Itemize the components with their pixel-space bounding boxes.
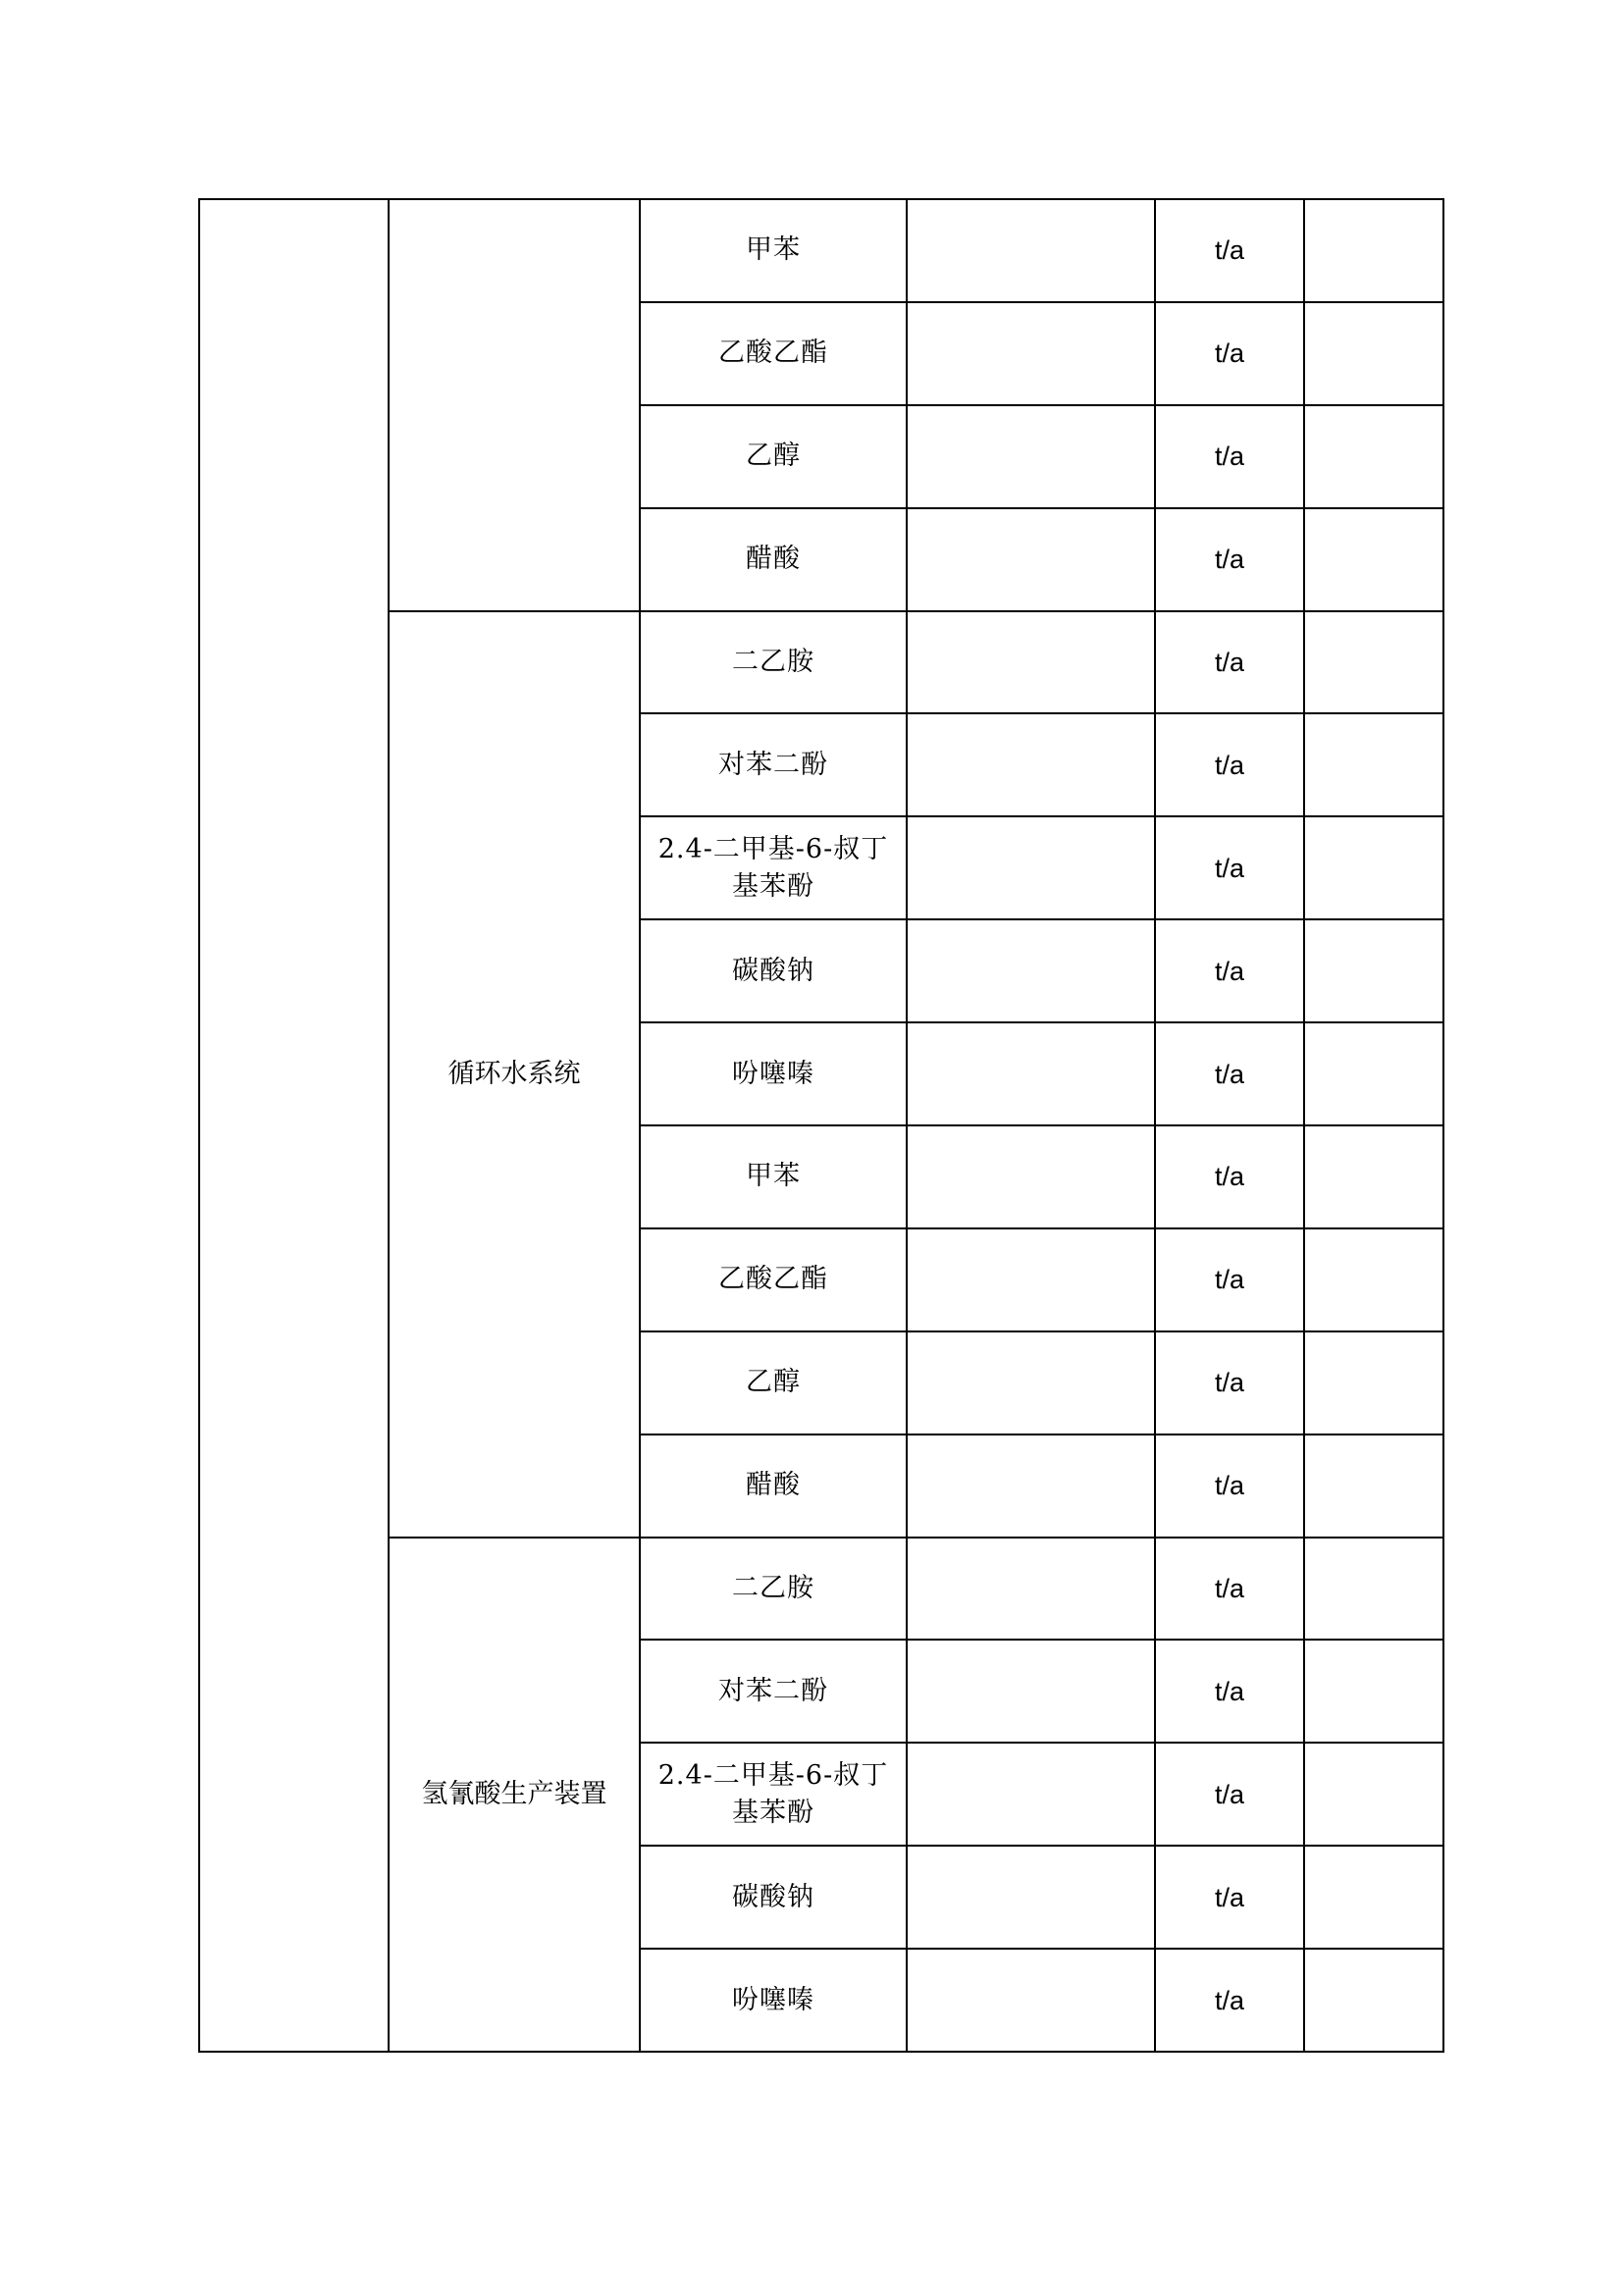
substance-name: 基苯酚 (732, 1797, 814, 1828)
remark-cell (1304, 1022, 1443, 1125)
value-cell (907, 1022, 1155, 1125)
substance-cell (640, 816, 907, 919)
substance-name: 乙酸乙酯 (718, 1264, 828, 1295)
unit-cell: t/a (1155, 1125, 1304, 1228)
substance-name: 乙醇 (746, 441, 801, 472)
data-table (198, 198, 1444, 2053)
substance-cell (640, 919, 907, 1022)
remark-cell (1304, 816, 1443, 919)
substance-cell (640, 199, 907, 302)
remark-cell (1304, 713, 1443, 816)
substance-name: 2.4-二甲基-6-叔丁 (657, 833, 889, 864)
substance-cell (640, 1022, 907, 1125)
remark-cell (1304, 1228, 1443, 1331)
value-cell (907, 1846, 1155, 1949)
table-row (199, 199, 1443, 302)
value-cell (907, 1949, 1155, 2052)
value-cell (907, 1228, 1155, 1331)
value-cell (907, 199, 1155, 302)
value-cell (907, 405, 1155, 508)
value-cell (907, 1434, 1155, 1538)
unit-cell: t/a (1155, 1022, 1304, 1125)
substance-cell (640, 405, 907, 508)
remark-cell (1304, 1743, 1443, 1846)
unit-group-cell: 循环水系统 (389, 611, 640, 1538)
value-cell (907, 816, 1155, 919)
unit-cell: t/a (1155, 405, 1304, 508)
substance-name: 吩噻嗪 (732, 1984, 814, 2015)
value-cell (907, 611, 1155, 714)
substance-name: 甲苯 (746, 1161, 801, 1192)
unit-cell: t/a (1155, 1331, 1304, 1434)
value-cell (907, 919, 1155, 1022)
substance-cell (640, 1846, 907, 1949)
unit-cell: t/a (1155, 1228, 1304, 1331)
substance-cell (640, 1743, 907, 1846)
value-cell (907, 1743, 1155, 1846)
substance-name: 甲苯 (746, 235, 801, 266)
category-cell (199, 199, 389, 2052)
unit-group-cell: 氢氰酸生产装置 (389, 1538, 640, 2052)
unit-cell: t/a (1155, 302, 1304, 405)
remark-cell (1304, 1538, 1443, 1641)
substance-name: 乙醇 (746, 1367, 801, 1398)
substance-name: 乙酸乙酯 (718, 338, 828, 369)
substance-cell (640, 1125, 907, 1228)
substance-cell (640, 508, 907, 611)
substance-name: 对苯二酚 (718, 749, 828, 780)
value-cell (907, 713, 1155, 816)
substance-name: 吩噻嗪 (732, 1058, 814, 1089)
unit-cell: t/a (1155, 1743, 1304, 1846)
remark-cell (1304, 1434, 1443, 1538)
substance-name: 二乙胺 (732, 1573, 814, 1604)
unit-cell: t/a (1155, 1949, 1304, 2052)
substance-cell (640, 611, 907, 714)
substance-name: 对苯二酚 (718, 1675, 828, 1706)
unit-cell: t/a (1155, 1640, 1304, 1743)
substance-name: 基苯酚 (732, 870, 814, 902)
remark-cell (1304, 919, 1443, 1022)
unit-cell: t/a (1155, 919, 1304, 1022)
unit-cell: t/a (1155, 1846, 1304, 1949)
value-cell (907, 1125, 1155, 1228)
substance-name: 醋酸 (746, 1470, 801, 1501)
table-body (199, 199, 1443, 2052)
substance-name: 2.4-二甲基-6-叔丁 (657, 1759, 889, 1791)
substance-cell (640, 1949, 907, 2052)
remark-cell (1304, 405, 1443, 508)
unit-cell: t/a (1155, 1538, 1304, 1641)
substance-cell (640, 1331, 907, 1434)
substance-cell (640, 1640, 907, 1743)
remark-cell (1304, 611, 1443, 714)
substance-name: 醋酸 (746, 544, 801, 575)
unit-cell: t/a (1155, 713, 1304, 816)
substance-name: 二乙胺 (732, 647, 814, 677)
value-cell (907, 1538, 1155, 1641)
remark-cell (1304, 1125, 1443, 1228)
value-cell (907, 508, 1155, 611)
remark-cell (1304, 508, 1443, 611)
substance-cell (640, 1538, 907, 1641)
substance-name: 碳酸钠 (732, 1881, 814, 1912)
remark-cell (1304, 199, 1443, 302)
unit-cell: t/a (1155, 611, 1304, 714)
remark-cell (1304, 1640, 1443, 1743)
substance-cell (640, 1434, 907, 1538)
substance-cell (640, 713, 907, 816)
substance-cell (640, 1228, 907, 1331)
value-cell (907, 302, 1155, 405)
value-cell (907, 1640, 1155, 1743)
remark-cell (1304, 1846, 1443, 1949)
substance-cell (640, 302, 907, 405)
remark-cell (1304, 1331, 1443, 1434)
unit-cell: t/a (1155, 199, 1304, 302)
substance-name: 碳酸钠 (732, 955, 814, 986)
unit-cell: t/a (1155, 1434, 1304, 1538)
unit-cell: t/a (1155, 816, 1304, 919)
remark-cell (1304, 1949, 1443, 2052)
value-cell (907, 1331, 1155, 1434)
remark-cell (1304, 302, 1443, 405)
unit-cell: t/a (1155, 508, 1304, 611)
unit-group-cell (389, 199, 640, 611)
